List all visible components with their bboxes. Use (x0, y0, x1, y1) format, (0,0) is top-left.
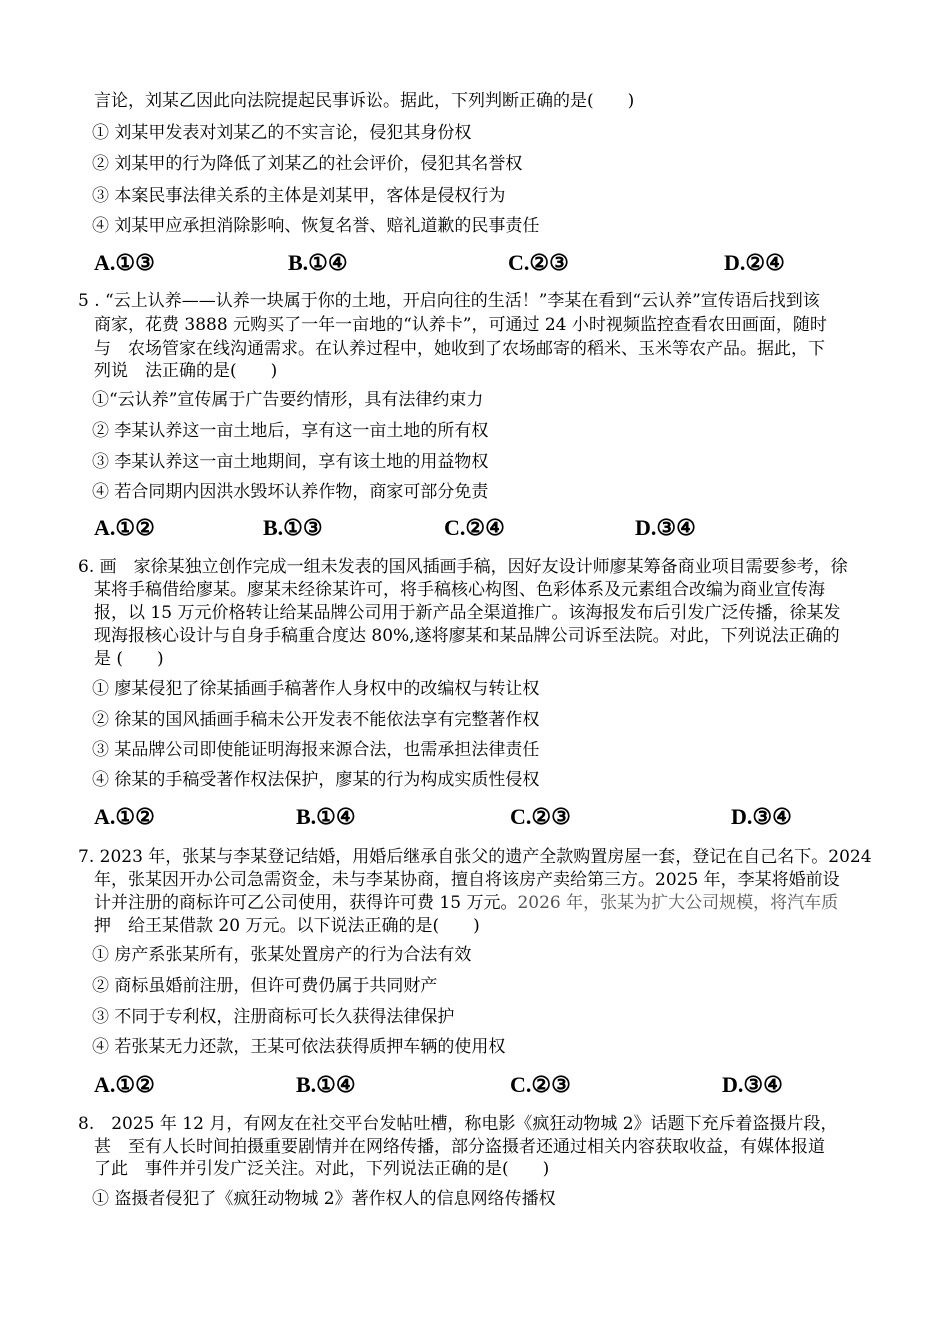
q7-choice-a: A.①② (94, 1072, 155, 1097)
q5-option-4: ④ 若合同期内因洪水毁坏认养作物，商家可部分免责 (92, 482, 489, 502)
q8-stem-line-1: 8. 2025 年 12 月，有网友在社交平台发帖吐槽，称电影《疯狂动物城 2》话题下充斥着盗摄片段， (78, 1114, 838, 1134)
q6-option-4: ④ 徐某的手稿受著作权法保护，廖某的行为构成实质性侵权 (92, 770, 540, 790)
q7-stem-line-2: 年，张某因开办公司急需资金，未与李某协商，擅自将该房产卖给第三方。2025 年，李某将婚前设 (94, 870, 840, 890)
q6-choice-d: D.③④ (731, 804, 792, 829)
q6-stem-line-1: 6. 画 家徐某独立创作完成一组未发表的国风插画手稿，因好友设计师廖某筹备商业项目需要参考，徐 (78, 557, 848, 577)
q5-stem-line-2: 商家，花费 3888 元购买了一年一亩地的“认养卡”，可通过 24 小时视频监控查看农田画面，随时 (94, 315, 827, 335)
q6-stem-line-2: 某将手稿借给廖某。廖某未经徐某许可，将手稿核心构图、色彩体系及元素组合改编为商业宣传海 (94, 580, 825, 600)
q4-choice-b: B.①④ (288, 250, 348, 275)
q4-choice-c: C.②③ (508, 250, 569, 275)
q7-stem-line-3b: 2026 年，张某为扩大公司规模，将汽车质 (517, 893, 839, 913)
q8-stem-line-2: 甚 至有人长时间拍摄重要剧情并在网络传播，部分盗摄者还通过相关内容获取收益，有媒体报道 (94, 1137, 825, 1157)
q7-stem-line-1: 7. 2023 年，张某与李某登记结婚，用婚后继承自张父的遗产全款购置房屋一套，登记在自己名下。2024 (78, 847, 872, 867)
q7-choice-b: B.①④ (296, 1072, 356, 1097)
q7-option-3: ③ 不同于专利权，注册商标可长久获得法律保护 (92, 1007, 455, 1027)
q8-option-1: ① 盗摄者侵犯了《疯狂动物城 2》著作权人的信息网络传播权 (92, 1189, 556, 1209)
q4-stem: 言论，刘某乙因此向法院提起民事诉讼。据此，下列判断正确的是( ) (94, 91, 635, 111)
q6-option-1: ① 廖某侵犯了徐某插画手稿著作人身权中的改编权与转让权 (92, 679, 540, 699)
q7-option-2: ② 商标虽婚前注册，但许可费仍属于共同财产 (92, 976, 438, 996)
q6-option-3: ③ 某品牌公司即使能证明海报来源合法，也需承担法律责任 (92, 740, 540, 760)
q7-stem-line-3 (94, 892, 838, 914)
q6-option-2: ② 徐某的国风插画手稿未公开发表不能依法享有完整著作权 (92, 710, 540, 730)
q5-choice-a: A.①② (94, 515, 155, 540)
q5-option-2: ② 李某认养这一亩土地后，享有这一亩土地的所有权 (92, 421, 489, 441)
q5-choice-d: D.③④ (635, 515, 696, 540)
q5-stem-line-1: 5 . “云上认养——认养一块属于你的土地，开启向往的生活！”李某在看到“云认养”宣传语后找到该 (78, 291, 820, 311)
q6-stem-line-3: 报，以 15 万元价格转让给某品牌公司用于新产品全渠道推广。该海报发布后引发广泛传播，徐某发 (94, 603, 841, 623)
q5-choice-c: C.②④ (444, 515, 505, 540)
q7-stem-line-3a: 计并注册的商标许可乙公司使用，获得许可费 15 万元。 (94, 893, 518, 913)
q7-choice-d: D.③④ (722, 1072, 783, 1097)
q7-option-1: ① 房产系张某所有，张某处置房产的行为合法有效 (92, 945, 472, 965)
q6-choice-a: A.①② (94, 804, 155, 829)
q5-option-1: ①“云认养”宣传属于广告要约情形，具有法律约束力 (92, 390, 484, 410)
q4-option-3: ③ 本案民事法律关系的主体是刘某甲，客体是侵权行为 (92, 186, 506, 206)
q4-option-2: ② 刘某甲的行为降低了刘某乙的社会评价，侵犯其名誉权 (92, 154, 523, 174)
q5-stem-line-3: 与 农场管家在线沟通需求。在认养过程中，她收到了农场邮寄的稻米、玉米等农产品。据此，下 (94, 339, 825, 359)
q4-option-4: ④ 刘某甲应承担消除影响、恢复名誉、赔礼道歉的民事责任 (92, 216, 540, 236)
q6-stem-line-5: 是 ( ) (94, 649, 164, 669)
q4-choice-d: D.②④ (724, 250, 785, 275)
q5-option-3: ③ 李某认养这一亩土地期间，享有该土地的用益物权 (92, 452, 489, 472)
q7-stem-line-4: 押 给王某借款 20 万元。以下说法正确的是( ) (94, 916, 480, 936)
q6-choice-b: B.①④ (296, 804, 356, 829)
q5-choice-b: B.①③ (263, 515, 323, 540)
q8-stem-line-3: 了此 事件并引发广泛关注。对此，下列说法正确的是( ) (94, 1159, 550, 1179)
q6-choice-c: C.②③ (510, 804, 571, 829)
q4-option-1: ① 刘某甲发表对刘某乙的不实言论，侵犯其身份权 (92, 123, 472, 143)
q4-choice-a: A.①③ (94, 250, 155, 275)
q5-stem-line-4: 列说 法正确的是( ) (94, 361, 278, 381)
q7-choice-c: C.②③ (510, 1072, 571, 1097)
q7-option-4: ④ 若张某无力还款，王某可依法获得质押车辆的使用权 (92, 1037, 506, 1057)
q6-stem-line-4: 现海报核心设计与自身手稿重合度达 80%,遂将廖某和某品牌公司诉至法院。对此，下列说法正确的 (94, 626, 840, 646)
